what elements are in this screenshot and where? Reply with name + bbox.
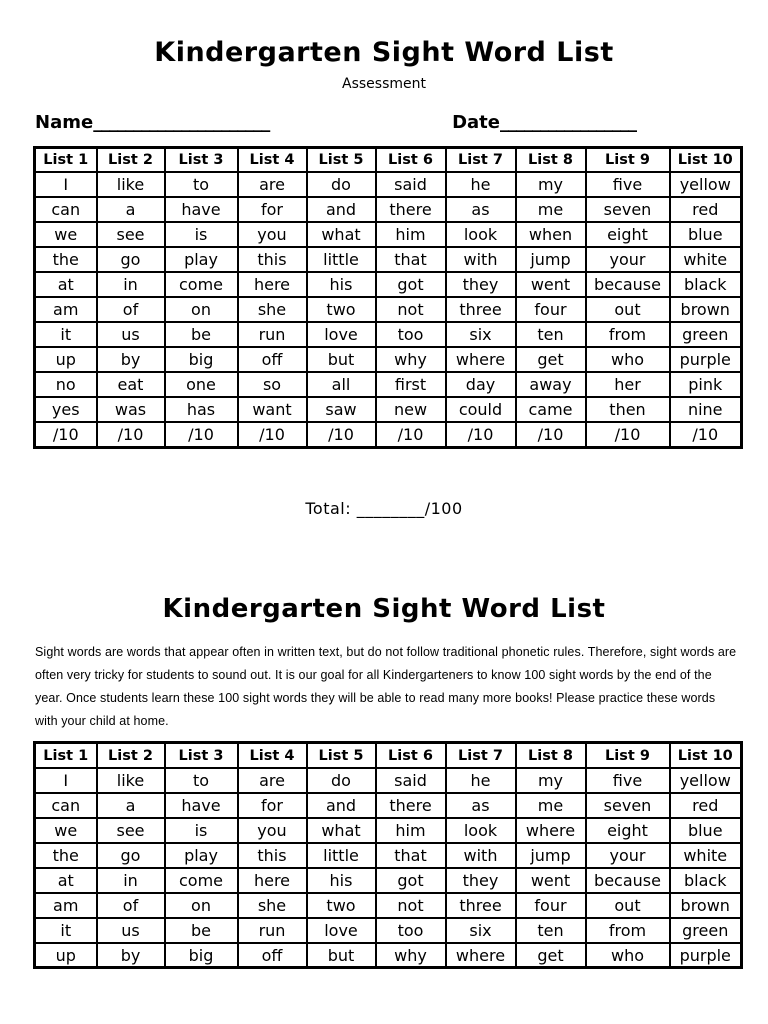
- word-cell: jump: [516, 247, 586, 272]
- word-cell: eight: [586, 222, 670, 247]
- word-cell: us: [97, 322, 165, 347]
- word-row: [35, 322, 742, 347]
- word-cell: when: [516, 222, 586, 247]
- info-paragraph: Sight words are words that appear often in written text, but do not follow traditional phonetic rules. Therefore, sight words are often very tricky for students to sound out. It is our goal for all Kindergarteners to know 100 sight words by the end of the year. Once students learn these 100 sight words they will be able to read many more books! Please practice these words with your child at home.: [35, 644, 737, 729]
- word-cell: why: [376, 347, 446, 372]
- word-cell: him: [376, 818, 446, 843]
- word-cell: out: [586, 297, 670, 322]
- word-cell: get: [516, 347, 586, 372]
- word-cell: you: [238, 222, 307, 247]
- word-cell: pink: [670, 372, 742, 397]
- word-cell: came: [516, 397, 586, 422]
- word-cell: went: [516, 868, 586, 893]
- word-cell: eat: [97, 372, 165, 397]
- word-cell: yellow: [670, 768, 742, 793]
- word-cell: went: [516, 272, 586, 297]
- word-cell: come: [165, 868, 238, 893]
- word-cell: six: [446, 322, 516, 347]
- word-row: [35, 347, 742, 372]
- word-cell: she: [238, 893, 307, 918]
- word-cell: like: [97, 172, 165, 197]
- column-header: List 1: [35, 743, 97, 768]
- word-cell: to: [165, 172, 238, 197]
- word-list-table: [33, 741, 743, 969]
- word-cell: not: [376, 297, 446, 322]
- word-cell: nine: [670, 397, 742, 422]
- word-cell: they: [446, 272, 516, 297]
- column-header: List 7: [446, 743, 516, 768]
- word-row: [35, 943, 742, 968]
- word-cell: we: [35, 222, 97, 247]
- word-cell: I: [35, 768, 97, 793]
- word-row: [35, 868, 742, 893]
- word-cell: blue: [670, 818, 742, 843]
- word-cell: is: [165, 818, 238, 843]
- word-cell: red: [670, 197, 742, 222]
- word-cell: have: [165, 197, 238, 222]
- word-cell: who: [586, 347, 670, 372]
- name-label: Name: [35, 111, 94, 133]
- word-cell: him: [376, 222, 446, 247]
- column-header: List 4: [238, 147, 307, 172]
- word-cell: brown: [670, 893, 742, 918]
- word-cell: look: [446, 818, 516, 843]
- column-header: List 6: [376, 743, 446, 768]
- word-cell: too: [376, 918, 446, 943]
- column-header: List 4: [238, 743, 307, 768]
- word-cell: then: [586, 397, 670, 422]
- assessment-table: [33, 146, 743, 449]
- word-cell: blue: [670, 222, 742, 247]
- word-cell: two: [307, 893, 376, 918]
- word-cell: are: [238, 172, 307, 197]
- column-header: List 3: [165, 743, 238, 768]
- info-section-title: Kindergarten Sight Word List: [162, 593, 606, 624]
- column-header: List 2: [97, 147, 165, 172]
- column-header: List 9: [586, 147, 670, 172]
- word-cell: are: [238, 768, 307, 793]
- word-cell: of: [97, 297, 165, 322]
- word-row: [35, 372, 742, 397]
- word-cell: in: [97, 868, 165, 893]
- score-cell: /10: [670, 422, 742, 447]
- word-cell: at: [35, 272, 97, 297]
- word-cell: white: [670, 247, 742, 272]
- word-cell: of: [97, 893, 165, 918]
- word-cell: got: [376, 868, 446, 893]
- word-cell: big: [165, 943, 238, 968]
- header-row: [35, 147, 742, 172]
- word-cell: from: [586, 918, 670, 943]
- word-cell: play: [165, 247, 238, 272]
- word-row: [35, 843, 742, 868]
- word-cell: off: [238, 943, 307, 968]
- column-header: List 1: [35, 147, 97, 172]
- word-cell: yes: [35, 397, 97, 422]
- word-cell: off: [238, 347, 307, 372]
- word-cell: purple: [670, 943, 742, 968]
- word-cell: get: [516, 943, 586, 968]
- word-cell: be: [165, 918, 238, 943]
- score-cell: /10: [516, 422, 586, 447]
- word-cell: do: [307, 768, 376, 793]
- word-cell: why: [376, 943, 446, 968]
- word-row: [35, 272, 742, 297]
- word-row: [35, 222, 742, 247]
- word-cell: yellow: [670, 172, 742, 197]
- word-cell: what: [307, 818, 376, 843]
- word-cell: play: [165, 843, 238, 868]
- word-cell: three: [446, 893, 516, 918]
- word-cell: she: [238, 297, 307, 322]
- column-header: List 10: [670, 743, 742, 768]
- word-cell: love: [307, 918, 376, 943]
- word-cell: first: [376, 372, 446, 397]
- column-header: List 3: [165, 147, 238, 172]
- word-cell: at: [35, 868, 97, 893]
- word-cell: said: [376, 768, 446, 793]
- word-cell: his: [307, 272, 376, 297]
- word-row: [35, 297, 742, 322]
- word-cell: big: [165, 347, 238, 372]
- word-cell: because: [586, 868, 670, 893]
- word-cell: do: [307, 172, 376, 197]
- word-cell: her: [586, 372, 670, 397]
- word-cell: my: [516, 768, 586, 793]
- word-cell: little: [307, 843, 376, 868]
- word-cell: is: [165, 222, 238, 247]
- score-row: [35, 422, 742, 447]
- word-cell: five: [586, 172, 670, 197]
- word-cell: am: [35, 297, 97, 322]
- word-cell: there: [376, 793, 446, 818]
- word-cell: am: [35, 893, 97, 918]
- word-row: [35, 918, 742, 943]
- word-cell: on: [165, 297, 238, 322]
- word-cell: seven: [586, 197, 670, 222]
- word-cell: in: [97, 272, 165, 297]
- word-cell: up: [35, 347, 97, 372]
- word-cell: got: [376, 272, 446, 297]
- word-cell: ten: [516, 918, 586, 943]
- score-cell: /10: [97, 422, 165, 447]
- score-cell: /10: [307, 422, 376, 447]
- word-cell: go: [97, 247, 165, 272]
- word-cell: my: [516, 172, 586, 197]
- page-title: Kindergarten Sight Word List: [154, 37, 614, 68]
- word-cell: jump: [516, 843, 586, 868]
- word-cell: the: [35, 247, 97, 272]
- column-header: List 5: [307, 147, 376, 172]
- word-cell: your: [586, 247, 670, 272]
- word-cell: ten: [516, 322, 586, 347]
- date-field: [452, 112, 636, 133]
- word-cell: as: [446, 197, 516, 222]
- word-cell: out: [586, 893, 670, 918]
- word-cell: look: [446, 222, 516, 247]
- word-row: [35, 893, 742, 918]
- word-cell: I: [35, 172, 97, 197]
- word-cell: the: [35, 843, 97, 868]
- column-header: List 6: [376, 147, 446, 172]
- name-blank-line: ______________________: [93, 111, 270, 133]
- word-cell: was: [97, 397, 165, 422]
- score-cell: /10: [165, 422, 238, 447]
- word-cell: green: [670, 322, 742, 347]
- word-cell: for: [238, 197, 307, 222]
- word-row: [35, 397, 742, 422]
- word-cell: eight: [586, 818, 670, 843]
- word-cell: me: [516, 793, 586, 818]
- word-cell: that: [376, 843, 446, 868]
- word-row: [35, 247, 742, 272]
- total-score-line: Total: ________/100: [305, 498, 463, 518]
- word-cell: like: [97, 768, 165, 793]
- word-cell: we: [35, 818, 97, 843]
- word-cell: where: [446, 347, 516, 372]
- word-cell: brown: [670, 297, 742, 322]
- word-cell: saw: [307, 397, 376, 422]
- column-header: List 10: [670, 147, 742, 172]
- word-row: [35, 768, 742, 793]
- word-cell: could: [446, 397, 516, 422]
- word-cell: that: [376, 247, 446, 272]
- word-cell: but: [307, 347, 376, 372]
- word-cell: six: [446, 918, 516, 943]
- word-cell: his: [307, 868, 376, 893]
- column-header: List 5: [307, 743, 376, 768]
- word-cell: on: [165, 893, 238, 918]
- score-cell: /10: [376, 422, 446, 447]
- word-cell: it: [35, 322, 97, 347]
- date-blank-line: _________________: [500, 111, 636, 133]
- word-cell: a: [97, 793, 165, 818]
- word-cell: two: [307, 297, 376, 322]
- word-row: [35, 197, 742, 222]
- word-cell: run: [238, 322, 307, 347]
- word-cell: black: [670, 272, 742, 297]
- word-cell: have: [165, 793, 238, 818]
- word-cell: your: [586, 843, 670, 868]
- word-cell: not: [376, 893, 446, 918]
- assessment-subtitle: Assessment: [342, 75, 426, 92]
- word-cell: run: [238, 918, 307, 943]
- word-cell: love: [307, 322, 376, 347]
- word-cell: because: [586, 272, 670, 297]
- word-cell: white: [670, 843, 742, 868]
- word-row: [35, 818, 742, 843]
- word-cell: with: [446, 247, 516, 272]
- word-cell: want: [238, 397, 307, 422]
- score-cell: /10: [446, 422, 516, 447]
- word-cell: from: [586, 322, 670, 347]
- word-cell: red: [670, 793, 742, 818]
- word-cell: three: [446, 297, 516, 322]
- word-cell: as: [446, 793, 516, 818]
- word-cell: here: [238, 272, 307, 297]
- word-row: [35, 172, 742, 197]
- word-cell: can: [35, 793, 97, 818]
- word-cell: four: [516, 893, 586, 918]
- word-cell: they: [446, 868, 516, 893]
- word-cell: away: [516, 372, 586, 397]
- word-cell: us: [97, 918, 165, 943]
- word-cell: to: [165, 768, 238, 793]
- word-cell: can: [35, 197, 97, 222]
- word-cell: there: [376, 197, 446, 222]
- word-cell: by: [97, 943, 165, 968]
- word-cell: four: [516, 297, 586, 322]
- word-cell: see: [97, 222, 165, 247]
- word-cell: he: [446, 172, 516, 197]
- word-cell: and: [307, 793, 376, 818]
- word-cell: where: [516, 818, 586, 843]
- word-cell: and: [307, 197, 376, 222]
- word-cell: for: [238, 793, 307, 818]
- word-cell: see: [97, 818, 165, 843]
- word-cell: here: [238, 868, 307, 893]
- word-cell: little: [307, 247, 376, 272]
- column-header: List 2: [97, 743, 165, 768]
- word-cell: who: [586, 943, 670, 968]
- score-cell: /10: [238, 422, 307, 447]
- word-cell: it: [35, 918, 97, 943]
- word-cell: said: [376, 172, 446, 197]
- word-cell: but: [307, 943, 376, 968]
- word-cell: green: [670, 918, 742, 943]
- date-label: Date: [452, 111, 500, 133]
- word-cell: so: [238, 372, 307, 397]
- word-cell: where: [446, 943, 516, 968]
- column-header: List 9: [586, 743, 670, 768]
- header-row: [35, 743, 742, 768]
- word-cell: one: [165, 372, 238, 397]
- word-cell: me: [516, 197, 586, 222]
- word-row: [35, 793, 742, 818]
- name-field: [35, 112, 269, 133]
- column-header: List 7: [446, 147, 516, 172]
- word-cell: new: [376, 397, 446, 422]
- word-cell: day: [446, 372, 516, 397]
- name-date-row: [35, 112, 636, 133]
- column-header: List 8: [516, 743, 586, 768]
- word-cell: with: [446, 843, 516, 868]
- word-cell: you: [238, 818, 307, 843]
- word-cell: be: [165, 322, 238, 347]
- word-cell: come: [165, 272, 238, 297]
- word-cell: no: [35, 372, 97, 397]
- score-cell: /10: [586, 422, 670, 447]
- word-cell: purple: [670, 347, 742, 372]
- word-cell: he: [446, 768, 516, 793]
- word-cell: by: [97, 347, 165, 372]
- word-cell: what: [307, 222, 376, 247]
- word-cell: has: [165, 397, 238, 422]
- word-cell: go: [97, 843, 165, 868]
- word-cell: this: [238, 843, 307, 868]
- word-cell: black: [670, 868, 742, 893]
- word-cell: seven: [586, 793, 670, 818]
- word-cell: a: [97, 197, 165, 222]
- word-cell: up: [35, 943, 97, 968]
- word-cell: this: [238, 247, 307, 272]
- word-cell: five: [586, 768, 670, 793]
- score-cell: /10: [35, 422, 97, 447]
- word-cell: too: [376, 322, 446, 347]
- word-cell: all: [307, 372, 376, 397]
- column-header: List 8: [516, 147, 586, 172]
